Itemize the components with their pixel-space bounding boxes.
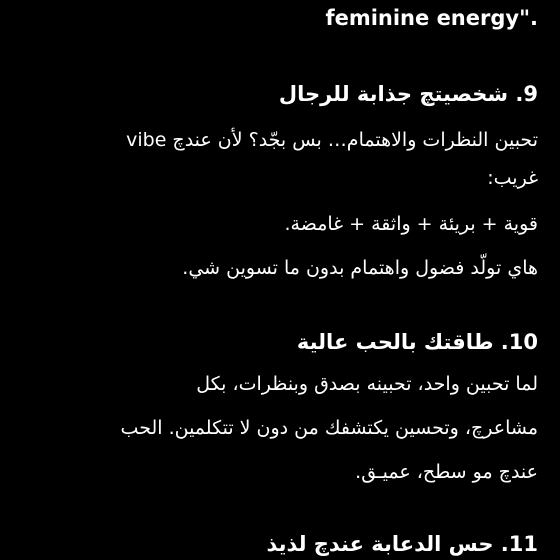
body-line: هاي تولّد فضول واهتمام بدون ما تسوين شي. (182, 257, 538, 279)
body-line: قوية + بريئة + واثقة + غامضة. (284, 213, 538, 235)
body-line: مشاعرچ، وتحسين يكتشفك من دون لا تتكلمين. الحب (120, 417, 538, 439)
body-line: عندچ مو سطح، عميـق. (355, 461, 538, 483)
section-body-10 (20, 362, 538, 494)
body-line: تحبين النظرات والاهتمام… بس بجّد؟ لأن عندچ vibe (126, 129, 538, 151)
text-fragment-top: feminine energy". (325, 6, 538, 30)
body-line: لما تحبين واحد، تحبينه بصدق وبنظرات، بكل (196, 373, 538, 395)
section-heading-11: 11. حس الدعابة عندچ لذيذ (266, 532, 538, 556)
section-heading-9: 9. شخصيتچ جذابة للرجال (278, 82, 538, 106)
section-heading-10: 10. طاقتك بالحب عالية (296, 330, 538, 354)
section-body-9 (20, 118, 538, 290)
body-line: غريب: (487, 167, 538, 189)
